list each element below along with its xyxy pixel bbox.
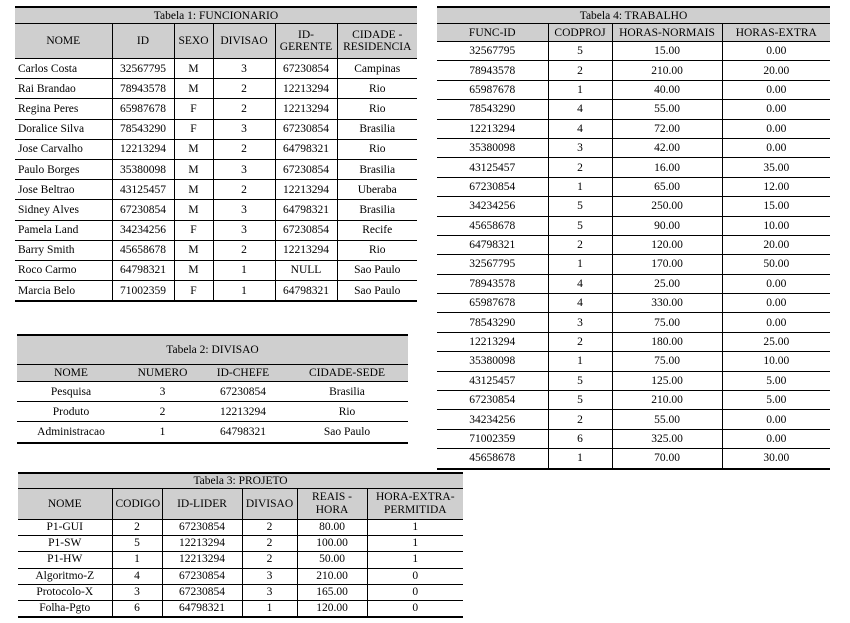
table-cell: 55.00 [612, 100, 722, 119]
column-header: CIDADE - RESIDENCIA [337, 24, 417, 59]
table-cell: F [174, 119, 213, 139]
column-header: NOME [17, 365, 125, 382]
table-header-row [15, 24, 417, 59]
table-row [15, 281, 417, 302]
table-cell: 12213294 [275, 99, 337, 119]
table-cell: 12213294 [275, 240, 337, 260]
table-cell: 1 [112, 552, 162, 568]
table-row [17, 382, 408, 402]
column-header: ID [112, 24, 174, 59]
table-cell: 2 [112, 520, 162, 536]
table-cell: Rio [337, 139, 417, 159]
table-cell: 0.00 [722, 80, 830, 99]
table-row [15, 200, 417, 220]
table-cell: 0.00 [722, 294, 830, 313]
table-cell: 25.00 [612, 274, 722, 293]
table-row [437, 313, 830, 332]
table-cell: Barry Smith [15, 240, 112, 260]
table-cell: 1 [548, 177, 612, 196]
table-row [18, 600, 463, 617]
table-cell: 3 [242, 568, 297, 584]
table-cell: 2 [213, 180, 275, 200]
divisao-table [17, 334, 408, 444]
table-cell: 75.00 [612, 313, 722, 332]
table-cell: M [174, 139, 213, 159]
table-cell: 78543290 [437, 313, 548, 332]
table-cell: 4 [548, 119, 612, 138]
table-row [437, 332, 830, 351]
table-cell: 64798321 [162, 600, 242, 617]
table-cell: M [174, 159, 213, 179]
table-cell: 325.00 [612, 429, 722, 448]
table-row [437, 158, 830, 177]
table-cell: 3 [112, 584, 162, 600]
column-header: NUMERO [125, 365, 200, 382]
table-cell: 20.00 [722, 235, 830, 254]
table-cell: 50.00 [297, 552, 367, 568]
table-cell: 0 [367, 584, 463, 600]
table-cell: 67230854 [437, 391, 548, 410]
table-cell: 3 [213, 119, 275, 139]
table-cell: 3 [125, 382, 200, 402]
table-row [437, 429, 830, 448]
table-cell: 12213294 [162, 536, 242, 552]
table-cell: 50.00 [722, 255, 830, 274]
table-cell: Sao Paulo [337, 281, 417, 302]
table-cell: 2 [213, 139, 275, 159]
table-cell: 65.00 [612, 177, 722, 196]
table-cell: Brasilia [337, 200, 417, 220]
table-title: Tabela 4: TRABALHO [437, 7, 830, 24]
table-row [437, 177, 830, 196]
table-cell: Rai Brandao [15, 79, 112, 99]
table-row [15, 240, 417, 260]
table-cell: 1 [367, 536, 463, 552]
table-cell: Paulo Borges [15, 159, 112, 179]
table-cell: 0.00 [722, 313, 830, 332]
table-cell: Rio [286, 402, 408, 422]
table-cell: 43125457 [112, 180, 174, 200]
table-cell: 1 [548, 80, 612, 99]
column-header: HORA-EXTRA- PERMITIDA [367, 489, 463, 520]
table-cell: 75.00 [612, 352, 722, 371]
table-cell: 3 [213, 59, 275, 79]
table-caption-row [18, 473, 463, 489]
table-cell: 0.00 [722, 42, 830, 61]
table-cell: 2 [242, 552, 297, 568]
table-cell: 125.00 [612, 371, 722, 390]
table-cell: F [174, 281, 213, 302]
table-cell: 35380098 [437, 352, 548, 371]
table-cell: 2 [548, 235, 612, 254]
table-row [437, 235, 830, 254]
table-cell: Algoritmo-Z [18, 568, 112, 584]
table-row [15, 159, 417, 179]
column-header: DIVISAO [213, 24, 275, 59]
table-cell: M [174, 59, 213, 79]
table-row [437, 197, 830, 216]
table-cell: 5 [548, 42, 612, 61]
table-cell: 5.00 [722, 391, 830, 410]
column-header: ID-LIDER [162, 489, 242, 520]
table-cell: 180.00 [612, 332, 722, 351]
table-cell: 0 [367, 600, 463, 617]
table-row [437, 352, 830, 371]
table-cell: 10.00 [722, 216, 830, 235]
table-cell: 165.00 [297, 584, 367, 600]
column-header: NOME [18, 489, 112, 520]
table-cell: Brasilia [337, 119, 417, 139]
table-cell: 64798321 [275, 281, 337, 302]
table-cell: 0.00 [722, 274, 830, 293]
table-cell: Rio [337, 79, 417, 99]
table-cell: 65987678 [437, 294, 548, 313]
table-cell: 30.00 [722, 449, 830, 469]
table-caption-row [17, 335, 408, 365]
table-caption-row [15, 7, 417, 24]
trabalho-table [437, 6, 830, 470]
column-header: NOME [15, 24, 112, 59]
table-cell: 330.00 [612, 294, 722, 313]
table-cell: 1 [367, 520, 463, 536]
table-cell: M [174, 79, 213, 99]
table-cell: 67230854 [200, 382, 286, 402]
table-cell: 2 [242, 536, 297, 552]
table-cell: Regina Peres [15, 99, 112, 119]
table-cell: 71002359 [112, 281, 174, 302]
table-cell: 5 [548, 371, 612, 390]
table-cell: 12213294 [162, 552, 242, 568]
table-cell: 0.00 [722, 138, 830, 157]
table-cell: Pamela Land [15, 220, 112, 240]
table-title: Tabela 1: FUNCIONARIO [15, 7, 417, 24]
table-row [437, 100, 830, 119]
table-cell: Jose Carvalho [15, 139, 112, 159]
table-cell: 64798321 [112, 260, 174, 280]
column-header: ID- GERENTE [275, 24, 337, 59]
table-cell: 1 [125, 422, 200, 443]
table-caption-row [437, 7, 830, 24]
table-cell: 12.00 [722, 177, 830, 196]
table-cell: Rio [337, 99, 417, 119]
table-cell: Uberaba [337, 180, 417, 200]
table-row [18, 520, 463, 536]
table-cell: 2 [242, 520, 297, 536]
column-header: SEXO [174, 24, 213, 59]
table-cell: P1-GUI [18, 520, 112, 536]
table-cell: M [174, 240, 213, 260]
table-cell: 5 [548, 197, 612, 216]
table-cell: 67230854 [275, 59, 337, 79]
table-row [437, 80, 830, 99]
table-cell: 2 [213, 99, 275, 119]
table-cell: Pesquisa [17, 382, 125, 402]
table-cell: 32567795 [437, 255, 548, 274]
table-row [18, 536, 463, 552]
table-cell: 64798321 [437, 235, 548, 254]
table-cell: 2 [548, 158, 612, 177]
table-cell: 32567795 [112, 59, 174, 79]
table-row [437, 410, 830, 429]
table-cell: 3 [213, 220, 275, 240]
table-cell: 65987678 [437, 80, 548, 99]
table-cell: 1 [548, 352, 612, 371]
table-cell: 80.00 [297, 520, 367, 536]
table-cell: 1 [548, 255, 612, 274]
table-cell: M [174, 260, 213, 280]
table-cell: 210.00 [297, 568, 367, 584]
table-cell: 1 [242, 600, 297, 617]
table-cell: 35380098 [437, 138, 548, 157]
table-cell: 12213294 [275, 180, 337, 200]
table-cell: 67230854 [437, 177, 548, 196]
table-row [18, 552, 463, 568]
table-cell: Protocolo-X [18, 584, 112, 600]
table-cell: 12213294 [275, 79, 337, 99]
table-cell: Produto [17, 402, 125, 422]
column-header: ID-CHEFE [200, 365, 286, 382]
table-cell: 42.00 [612, 138, 722, 157]
table-cell: 20.00 [722, 61, 830, 80]
table-cell: 67230854 [162, 568, 242, 584]
table-cell: 45658678 [437, 449, 548, 469]
table-cell: 64798321 [200, 422, 286, 443]
table-row [15, 99, 417, 119]
table-cell: 67230854 [162, 584, 242, 600]
table-row [15, 59, 417, 79]
table-cell: 35380098 [112, 159, 174, 179]
table-row [437, 274, 830, 293]
table-row [15, 180, 417, 200]
table-cell: 1 [213, 281, 275, 302]
table-row [437, 119, 830, 138]
table-cell: 67230854 [162, 520, 242, 536]
column-header: REAIS - HORA [297, 489, 367, 520]
table-row [437, 294, 830, 313]
table-row [437, 371, 830, 390]
table-cell: 15.00 [722, 197, 830, 216]
table-row [15, 260, 417, 280]
table-row [18, 568, 463, 584]
table-cell: Carlos Costa [15, 59, 112, 79]
table-cell: 12213294 [437, 119, 548, 138]
table-row [437, 255, 830, 274]
table-cell: 1 [367, 552, 463, 568]
table-row [15, 139, 417, 159]
table-cell: 120.00 [612, 235, 722, 254]
table-cell: 250.00 [612, 197, 722, 216]
table-cell: 10.00 [722, 352, 830, 371]
table-cell: 0 [367, 568, 463, 584]
table-cell: Brasilia [337, 159, 417, 179]
table-cell: F [174, 99, 213, 119]
table-row [437, 42, 830, 61]
table-cell: 12213294 [112, 139, 174, 159]
table-cell: 16.00 [612, 158, 722, 177]
table-cell: 15.00 [612, 42, 722, 61]
table-cell: Sidney Alves [15, 200, 112, 220]
table-row [437, 391, 830, 410]
table-cell: 12213294 [437, 332, 548, 351]
table-row [437, 138, 830, 157]
table-cell: 3 [548, 138, 612, 157]
table-cell: 70.00 [612, 449, 722, 469]
table-cell: 2 [213, 79, 275, 99]
table-row [18, 584, 463, 600]
table-cell: Roco Carmo [15, 260, 112, 280]
table-cell: 4 [548, 274, 612, 293]
column-header: CODPROJ [548, 24, 612, 42]
table-cell: 5 [548, 216, 612, 235]
table-cell: 2 [125, 402, 200, 422]
table-title: Tabela 2: DIVISAO [17, 335, 408, 365]
table-cell: 2 [548, 410, 612, 429]
table-cell: 64798321 [275, 139, 337, 159]
table-cell: 0.00 [722, 410, 830, 429]
table-cell: 32567795 [437, 42, 548, 61]
table-cell: 0.00 [722, 119, 830, 138]
table-cell: 2 [548, 332, 612, 351]
table-cell: 72.00 [612, 119, 722, 138]
table-cell: 78943578 [112, 79, 174, 99]
projeto-table [18, 472, 463, 618]
table-cell: 210.00 [612, 391, 722, 410]
column-header: CODIGO [112, 489, 162, 520]
table-cell: 34234256 [112, 220, 174, 240]
table-header-row [17, 365, 408, 382]
table-cell: 2 [213, 240, 275, 260]
table-cell: 1 [213, 260, 275, 280]
table-cell: M [174, 180, 213, 200]
table-cell: 78543290 [112, 119, 174, 139]
table-cell: 6 [548, 429, 612, 448]
funcionario-table [15, 6, 417, 302]
table-cell: 90.00 [612, 216, 722, 235]
table-cell: 67230854 [275, 220, 337, 240]
table-cell: 4 [548, 294, 612, 313]
table-cell: 170.00 [612, 255, 722, 274]
table-cell: 43125457 [437, 158, 548, 177]
table-cell: 67230854 [275, 119, 337, 139]
table-cell: 12213294 [200, 402, 286, 422]
table-row [437, 449, 830, 469]
table-cell: P1-SW [18, 536, 112, 552]
table-cell: 4 [112, 568, 162, 584]
table-row [437, 216, 830, 235]
column-header: FUNC-ID [437, 24, 548, 42]
table-row [437, 61, 830, 80]
table-cell: 67230854 [275, 159, 337, 179]
table-cell: P1-HW [18, 552, 112, 568]
table-title: Tabela 3: PROJETO [18, 473, 463, 489]
table-cell: 43125457 [437, 371, 548, 390]
table-cell: Marcia Belo [15, 281, 112, 302]
table-header-row [18, 489, 463, 520]
table-cell: 6 [112, 600, 162, 617]
table-cell: 34234256 [437, 197, 548, 216]
table-cell: 45658678 [112, 240, 174, 260]
column-header: DIVISAO [242, 489, 297, 520]
table-cell: 4 [548, 100, 612, 119]
table-row [15, 119, 417, 139]
table-cell: 35.00 [722, 158, 830, 177]
table-cell: Rio [337, 240, 417, 260]
table-cell: 0.00 [722, 429, 830, 448]
column-header: HORAS-EXTRA [722, 24, 830, 42]
table-cell: 0.00 [722, 100, 830, 119]
table-cell: 78943578 [437, 61, 548, 80]
table-cell: Sao Paulo [337, 260, 417, 280]
table-row [17, 422, 408, 443]
table-row [17, 402, 408, 422]
table-cell: Recife [337, 220, 417, 240]
table-cell: 78543290 [437, 100, 548, 119]
table-cell: Brasilia [286, 382, 408, 402]
table-cell: 45658678 [437, 216, 548, 235]
table-cell: F [174, 220, 213, 240]
table-cell: M [174, 200, 213, 220]
table-cell: Folha-Pgto [18, 600, 112, 617]
table-cell: 71002359 [437, 429, 548, 448]
table-cell: 1 [548, 449, 612, 469]
table-cell: 65987678 [112, 99, 174, 119]
table-cell: Doralice Silva [15, 119, 112, 139]
table-cell: 78943578 [437, 274, 548, 293]
table-cell: Administracao [17, 422, 125, 443]
table-cell: 210.00 [612, 61, 722, 80]
table-cell: 100.00 [297, 536, 367, 552]
table-cell: 5 [548, 391, 612, 410]
table-cell: 5 [112, 536, 162, 552]
table-cell: 64798321 [275, 200, 337, 220]
table-cell: 55.00 [612, 410, 722, 429]
table-cell: 67230854 [112, 200, 174, 220]
table-cell: Jose Beltrao [15, 180, 112, 200]
table-cell: 40.00 [612, 80, 722, 99]
table-cell: 2 [548, 61, 612, 80]
table-cell: 34234256 [437, 410, 548, 429]
table-row [15, 220, 417, 240]
table-cell: 5.00 [722, 371, 830, 390]
table-cell: 3 [242, 584, 297, 600]
table-cell: NULL [275, 260, 337, 280]
column-header: HORAS-NORMAIS [612, 24, 722, 42]
table-row [15, 79, 417, 99]
table-header-row [437, 24, 830, 42]
table-cell: 3 [548, 313, 612, 332]
table-cell: 3 [213, 159, 275, 179]
table-cell: Sao Paulo [286, 422, 408, 443]
column-header: CIDADE-SEDE [286, 365, 408, 382]
table-cell: 120.00 [297, 600, 367, 617]
table-cell: 25.00 [722, 332, 830, 351]
table-cell: 3 [213, 200, 275, 220]
table-cell: Campinas [337, 59, 417, 79]
